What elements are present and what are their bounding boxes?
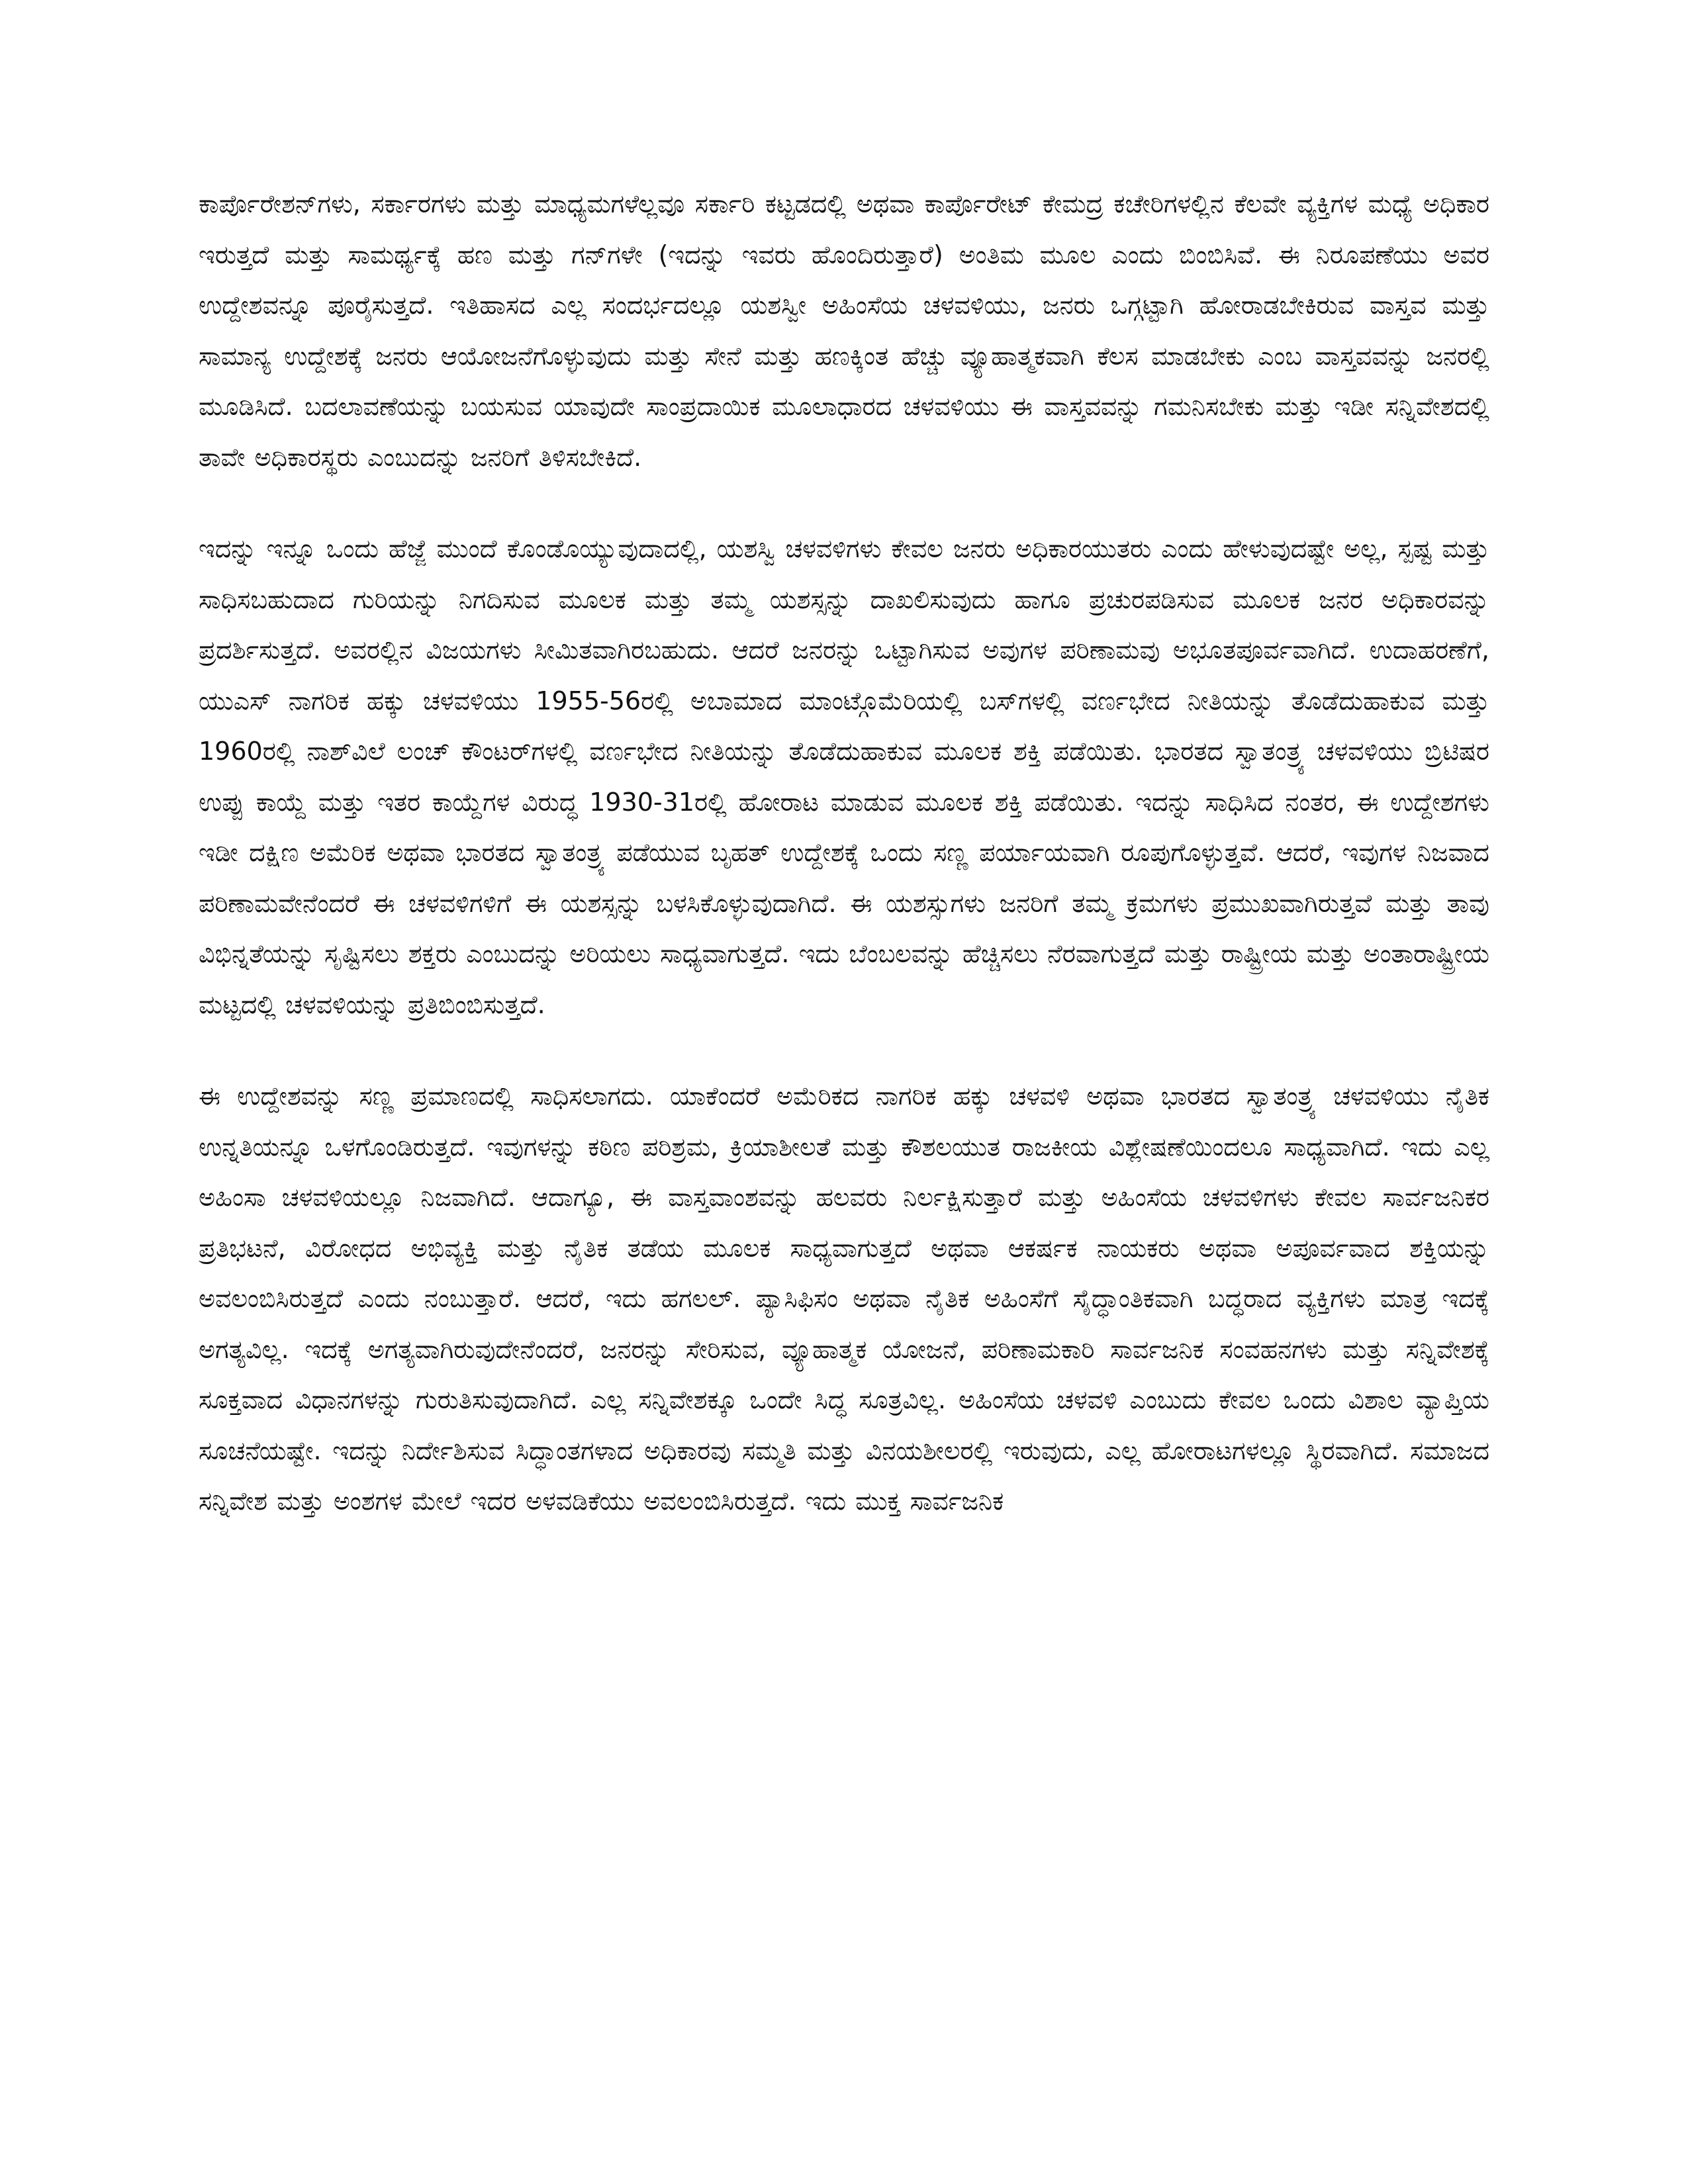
- paragraph-1: ಕಾರ್ಪೊರೇಶನ್‌ಗಳು, ಸರ್ಕಾರಗಳು ಮತ್ತು ಮಾಧ್ಯಮಗಳೆಲ್ಲವೂ ಸರ್ಕಾರಿ ಕಟ್ಟಡದಲ್ಲಿ ಅಥವಾ ಕಾರ್ಪೊರೇಟ್ ಕೇಮದ್ರ ಕಚೇರಿಗಳಲ್ಲಿನ ಕೆಲವೇ ವ್ಯಕ್ತಿಗಳ ಮಧ್ಯೆ ಅಧಿಕಾರ ಇರುತ್ತದೆ ಮತ್ತು ಸಾಮರ್ಥ್ಯಕ್ಕೆ ಹಣ ಮತ್ತು ಗನ್‌ಗಳೇ (ಇದನ್ನು ಇವರು ಹೊಂದಿರುತ್ತಾರೆ) ಅಂತಿಮ ಮೂಲ ಎಂದು ಬಿಂಬಿಸಿವೆ. ಈ ನಿರೂಪಣೆಯು ಅವರ ಉದ್ದೇಶವನ್ನೂ ಪೂರೈಸುತ್ತದೆ. ಇತಿಹಾಸದ ಎಲ್ಲ ಸಂದರ್ಭದಲ್ಲೂ ಯಶಸ್ವೀ ಅಹಿಂಸೆಯ ಚಳವಳಿಯು, ಜನರು ಒಗ್ಗಟ್ಟಾಗಿ ಹೋರಾಡಬೇಕಿರುವ ವಾಸ್ತವ ಮತ್ತು ಸಾಮಾನ್ಯ ಉದ್ದೇಶಕ್ಕೆ ಜನರು ಆಯೋಜನೆಗೊಳ್ಳುವುದು ಮತ್ತು ಸೇನೆ ಮತ್ತು ಹಣಕ್ಕಿಂತ ಹೆಚ್ಚು ವ್ಯೂಹಾತ್ಮಕವಾಗಿ ಕೆಲಸ ಮಾಡಬೇಕು ಎಂಬ ವಾಸ್ತವವನ್ನು ಜನರಲ್ಲಿ ಮೂಡಿಸಿದೆ. ಬದಲಾವಣೆಯನ್ನು ಬಯಸುವ ಯಾವುದೇ ಸಾಂಪ್ರದಾಯಿಕ ಮೂಲಾಧಾರದ ಚಳವಳಿಯು ಈ ವಾಸ್ತವವನ್ನು ಗಮನಿಸಬೇಕು ಮತ್ತು ಇಡೀ ಸನ್ನಿವೇಶದಲ್ಲಿ ತಾವೇ ಅಧಿಕಾರಸ್ಥರು ಎಂಬುದನ್ನು ಜನರಿಗೆ ತಿಳಿಸಬೇಕಿದೆ.: [199, 189, 1489, 472]
- paragraph-2: ಇದನ್ನು ಇನ್ನೂ ಒಂದು ಹೆಜ್ಜೆ ಮುಂದೆ ಕೊಂಡೊಯ್ಯುವುದಾದಲ್ಲಿ, ಯಶಸ್ವಿ ಚಳವಳಿಗಳು ಕೇವಲ ಜನರು ಅಧಿಕಾರಯುತರು ಎಂದು ಹೇಳುವುದಷ್ಟೇ ಅಲ್ಲ, ಸ್ಪಷ್ಟ ಮತ್ತು ಸಾಧಿಸಬಹುದಾದ ಗುರಿಯನ್ನು ನಿಗದಿಸುವ ಮೂಲಕ ಮತ್ತು ತಮ್ಮ ಯಶಸ್ಸನ್ನು ದಾಖಲಿಸುವುದು ಹಾಗೂ ಪ್ರಚುರಪಡಿಸುವ ಮೂಲಕ ಜನರ ಅಧಿಕಾರವನ್ನು ಪ್ರದರ್ಶಿಸುತ್ತದೆ. ಅವರಲ್ಲಿನ ವಿಜಯಗಳು ಸೀಮಿತವಾಗಿರಬಹುದು. ಆದರೆ ಜನರನ್ನು ಒಟ್ಟಾಗಿಸುವ ಅವುಗಳ ಪರಿಣಾಮವು ಅಭೂತಪೂರ್ವವಾಗಿದೆ. ಉದಾಹರಣೆಗೆ, ಯುಎಸ್ ನಾಗರಿಕ ಹಕ್ಕು ಚಳವಳಿಯು 1955-56ರಲ್ಲಿ ಅಬಾಮಾದ ಮಾಂಟ್ಗೊಮೆರಿಯಲ್ಲಿ ಬಸ್‌ಗಳಲ್ಲಿ ವರ್ಣಭೇದ ನೀತಿಯನ್ನು ತೊಡೆದುಹಾಕುವ ಮತ್ತು 1960ರಲ್ಲಿ ನಾಶ್‌ವಿಲೆ ಲಂಚ್ ಕೌಂಟರ್‌ಗಳಲ್ಲಿ ವರ್ಣಭೇದ ನೀತಿಯನ್ನು ತೊಡೆದುಹಾಕುವ ಮೂಲಕ ಶಕ್ತಿ ಪಡೆಯಿತು. ಭಾರತದ ಸ್ವಾತಂತ್ರ್ಯ ಚಳವಳಿಯು ಬ್ರಿಟಿಷರ ಉಪ್ಪು ಕಾಯ್ದೆ ಮತ್ತು ಇತರ ಕಾಯ್ದೆಗಳ ವಿರುದ್ಧ 1930-31ರಲ್ಲಿ ಹೋರಾಟ ಮಾಡುವ ಮೂಲಕ ಶಕ್ತಿ ಪಡೆಯಿತು. ಇದನ್ನು ಸಾಧಿಸಿದ ನಂತರ, ಈ ಉದ್ದೇಶಗಳು ಇಡೀ ದಕ್ಷಿಣ ಅಮೆರಿಕ ಅಥವಾ ಭಾರತದ ಸ್ವಾತಂತ್ರ್ಯ ಪಡೆಯುವ ಬೃಹತ್ ಉದ್ದೇಶಕ್ಕೆ ಒಂದು ಸಣ್ಣ ಪರ್ಯಾಯವಾಗಿ ರೂಪುಗೊಳ್ಳುತ್ತವೆ. ಆದರೆ, ಇವುಗಳ ನಿಜವಾದ ಪರಿಣಾಮವೇನೆಂದರೆ ಈ ಚಳವಳಿಗಳಿಗೆ ಈ ಯಶಸ್ಸನ್ನು ಬಳಸಿಕೊಳ್ಳುವುದಾಗಿದೆ. ಈ ಯಶಸ್ಸುಗಳು ಜನರಿಗೆ ತಮ್ಮ ಕ್ರಮಗಳು ಪ್ರಮುಖವಾಗಿರುತ್ತವೆ ಮತ್ತು ತಾವು ವಿಭಿನ್ನತೆಯನ್ನು ಸೃಷ್ಟಿಸಲು ಶಕ್ತರು ಎಂಬುದನ್ನು ಅರಿಯಲು ಸಾಧ್ಯವಾಗುತ್ತದೆ. ಇದು ಬೆಂಬಲವನ್ನು ಹೆಚ್ಚಿಸಲು ನೆರವಾಗುತ್ತದೆ ಮತ್ತು ರಾಷ್ಟ್ರೀಯ ಮತ್ತು ಅಂತಾರಾಷ್ಟ್ರೀಯ ಮಟ್ಟದಲ್ಲಿ ಚಳವಳಿಯನ್ನು ಪ್ರತಿಬಿಂಬಿಸುತ್ತದೆ.: [199, 534, 1489, 1019]
- paragraph-3: ಈ ಉದ್ದೇಶವನ್ನು ಸಣ್ಣ ಪ್ರಮಾಣದಲ್ಲಿ ಸಾಧಿಸಲಾಗದು. ಯಾಕೆಂದರೆ ಅಮೆರಿಕದ ನಾಗರಿಕ ಹಕ್ಕು ಚಳವಳಿ ಅಥವಾ ಭಾರತದ ಸ್ವಾತಂತ್ರ್ಯ ಚಳವಳಿಯು ನೈತಿಕ ಉನ್ನತಿಯನ್ನೂ ಒಳಗೊಂಡಿರುತ್ತದೆ. ಇವುಗಳನ್ನು ಕಠಿಣ ಪರಿಶ್ರಮ, ಕ್ರಿಯಾಶೀಲತೆ ಮತ್ತು ಕೌಶಲಯುತ ರಾಜಕೀಯ ವಿಶ್ಲೇಷಣೆಯಿಂದಲೂ ಸಾಧ್ಯವಾಗಿದೆ. ಇದು ಎಲ್ಲ ಅಹಿಂಸಾ ಚಳವಳಿಯಲ್ಲೂ ನಿಜವಾಗಿದೆ. ಆದಾಗ್ಯೂ, ಈ ವಾಸ್ತವಾಂಶವನ್ನು ಹಲವರು ನಿರ್ಲಕ್ಷಿಸುತ್ತಾರೆ ಮತ್ತು ಅಹಿಂಸೆಯ ಚಳವಳಿಗಳು ಕೇವಲ ಸಾರ್ವಜನಿಕರ ಪ್ರತಿಭಟನೆ, ವಿರೋಧದ ಅಭಿವ್ಯಕ್ತಿ ಮತ್ತು ನೈತಿಕ ತಡೆಯ ಮೂಲಕ ಸಾಧ್ಯವಾಗುತ್ತದೆ ಅಥವಾ ಆಕರ್ಷಕ ನಾಯಕರು ಅಥವಾ ಅಪೂರ್ವವಾದ ಶಕ್ತಿಯನ್ನು ಅವಲಂಬಿಸಿರುತ್ತದೆ ಎಂದು ನಂಬುತ್ತಾರೆ. ಆದರೆ, ಇದು ಹಗಲಲ್. ಪ್ಯಾಸಿಫಿಸಂ ಅಥವಾ ನೈತಿಕ ಅಹಿಂಸೆಗೆ ಸೈದ್ಧಾಂತಿಕವಾಗಿ ಬದ್ಧರಾದ ವ್ಯಕ್ತಿಗಳು ಮಾತ್ರ ಇದಕ್ಕೆ ಅಗತ್ಯವಿಲ್ಲ. ಇದಕ್ಕೆ ಅಗತ್ಯವಾಗಿರುವುದೇನೆಂದರೆ, ಜನರನ್ನು ಸೇರಿಸುವ, ವ್ಯೂಹಾತ್ಮಕ ಯೋಜನೆ, ಪರಿಣಾಮಕಾರಿ ಸಾರ್ವಜನಿಕ ಸಂವಹನಗಳು ಮತ್ತು ಸನ್ನಿವೇಶಕ್ಕೆ ಸೂಕ್ತವಾದ ವಿಧಾನಗಳನ್ನು ಗುರುತಿಸುವುದಾಗಿದೆ. ಎಲ್ಲ ಸನ್ನಿವೇಶಕ್ಕೂ ಒಂದೇ ಸಿದ್ಧ ಸೂತ್ರವಿಲ್ಲ. ಅಹಿಂಸೆಯ ಚಳವಳಿ ಎಂಬುದು ಕೇವಲ ಒಂದು ವಿಶಾಲ ವ್ಯಾಪ್ತಿಯ ಸೂಚನೆಯಷ್ಟೇ. ಇದನ್ನು ನಿರ್ದೇಶಿಸುವ ಸಿದ್ಧಾಂತಗಳಾದ ಅಧಿಕಾರವು ಸಮ್ಮತಿ ಮತ್ತು ವಿನಯಶೀಲರಲ್ಲಿ ಇರುವುದು, ಎಲ್ಲ ಹೋರಾಟಗಳಲ್ಲೂ ಸ್ಥಿರವಾಗಿದೆ. ಸಮಾಜದ ಸನ್ನಿವೇಶ ಮತ್ತು ಅಂಶಗಳ ಮೇಲೆ ಇದರ ಅಳವಡಿಕೆಯು ಅವಲಂಬಿಸಿರುತ್ತದೆ. ಇದು ಮುಕ್ತ ಸಾರ್ವಜನಿಕ: [199, 1081, 1489, 1516]
- body-text: [199, 179, 1489, 1568]
